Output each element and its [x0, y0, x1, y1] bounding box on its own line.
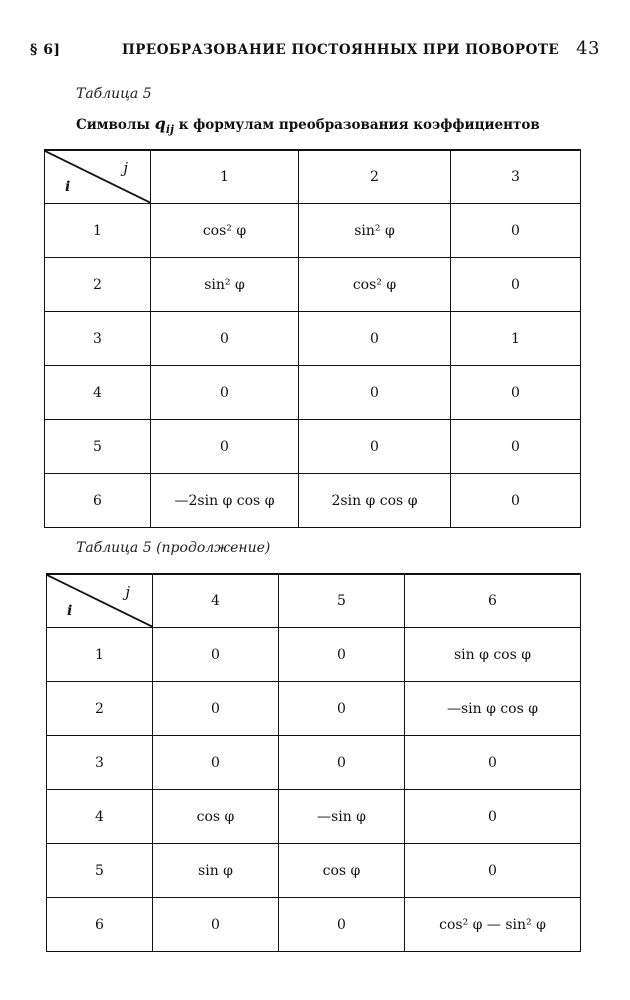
table1-title-before: Символы — [76, 117, 150, 133]
table-row — [45, 366, 581, 420]
diagonal-line — [47, 575, 153, 627]
table1-cell: 0 — [451, 258, 581, 312]
table1-title — [76, 114, 540, 136]
table1-cell: 0 — [451, 474, 581, 528]
corner-label-j: j — [123, 159, 128, 177]
table-row — [47, 790, 581, 844]
table2-cell: 0 — [279, 736, 405, 790]
table-row — [47, 736, 581, 790]
table1-row-index: 6 — [45, 474, 151, 528]
table1-cell: 0 — [299, 312, 451, 366]
table2-label: Таблица 5 (продолжение) — [76, 540, 271, 556]
table1-cell: sin² φ — [151, 258, 299, 312]
table2-cell: —sin φ cos φ — [405, 682, 581, 736]
table1-row-index: 1 — [45, 204, 151, 258]
table1-title-after: к формулам преобразования коэффициентов — [178, 117, 540, 133]
table2-cell: 0 — [153, 898, 279, 952]
table1-title-symbol: q — [154, 114, 166, 133]
table2-cell: 0 — [405, 736, 581, 790]
table2-row-index: 2 — [47, 682, 153, 736]
table2-cell: 0 — [153, 736, 279, 790]
table1-cell: sin² φ — [299, 204, 451, 258]
table2-cell: 0 — [279, 628, 405, 682]
table1 — [44, 149, 581, 528]
table2-row-index: 6 — [47, 898, 153, 952]
section-marker: § 6] — [30, 42, 61, 58]
table1-cell: 0 — [151, 312, 299, 366]
table1-cell: 0 — [299, 366, 451, 420]
table-row — [47, 898, 581, 952]
table1-cell: 0 — [451, 204, 581, 258]
table-row — [45, 474, 581, 528]
table1-cell: 0 — [151, 366, 299, 420]
page-number: 43 — [576, 38, 600, 59]
table1-corner-cell — [45, 150, 151, 204]
table1-cell: 0 — [451, 366, 581, 420]
table1-cell: 0 — [151, 420, 299, 474]
table-row — [47, 628, 581, 682]
table2-cell: 0 — [153, 628, 279, 682]
table1-cell: cos² φ — [151, 204, 299, 258]
running-title: ПРЕОБРАЗОВАНИЕ ПОСТОЯННЫХ ПРИ ПОВОРОТЕ — [122, 42, 560, 58]
diagonal-line — [45, 151, 151, 203]
corner-label-i: i — [67, 603, 73, 619]
corner-label-j: j — [125, 583, 130, 601]
table2-cell: cos² φ — sin² φ — [405, 898, 581, 952]
table1-column-header: 1 — [151, 150, 299, 204]
table2-column-header: 4 — [153, 574, 279, 628]
table1-cell: 0 — [451, 420, 581, 474]
table1-row-index: 3 — [45, 312, 151, 366]
table-row — [45, 312, 581, 366]
table2-row-index: 5 — [47, 844, 153, 898]
table2-column-header: 6 — [405, 574, 581, 628]
table2-cell: sin φ cos φ — [405, 628, 581, 682]
corner-label-i: i — [65, 179, 71, 195]
page-header — [30, 38, 600, 62]
table1-row-index: 2 — [45, 258, 151, 312]
table1-row-index: 5 — [45, 420, 151, 474]
table1-title-subscript: ij — [165, 123, 174, 136]
table1-column-header: 3 — [451, 150, 581, 204]
table1-label: Таблица 5 — [76, 86, 152, 102]
table2-cell: 0 — [279, 682, 405, 736]
table2-column-header: 5 — [279, 574, 405, 628]
table1-cell: 1 — [451, 312, 581, 366]
table2-cell: 0 — [405, 790, 581, 844]
table-row — [47, 682, 581, 736]
table1-cell: 2sin φ cos φ — [299, 474, 451, 528]
table2-cell: 0 — [405, 844, 581, 898]
table2-row-index: 4 — [47, 790, 153, 844]
table1-cell: 0 — [299, 420, 451, 474]
table2-cell: sin φ — [153, 844, 279, 898]
table-row — [45, 204, 581, 258]
table2-cell: 0 — [279, 898, 405, 952]
table2-cell: —sin φ — [279, 790, 405, 844]
table2-corner-cell — [47, 574, 153, 628]
table2-cell: cos φ — [153, 790, 279, 844]
table2 — [46, 573, 581, 952]
table-row — [45, 258, 581, 312]
table-row — [47, 844, 581, 898]
table1-header-row — [45, 150, 581, 204]
table2-row-index: 3 — [47, 736, 153, 790]
table2-cell: 0 — [153, 682, 279, 736]
table1-cell: —2sin φ cos φ — [151, 474, 299, 528]
table1-column-header: 2 — [299, 150, 451, 204]
table2-row-index: 1 — [47, 628, 153, 682]
table-row — [45, 420, 581, 474]
table1-row-index: 4 — [45, 366, 151, 420]
table1-cell: cos² φ — [299, 258, 451, 312]
table2-cell: cos φ — [279, 844, 405, 898]
table2-header-row — [47, 574, 581, 628]
